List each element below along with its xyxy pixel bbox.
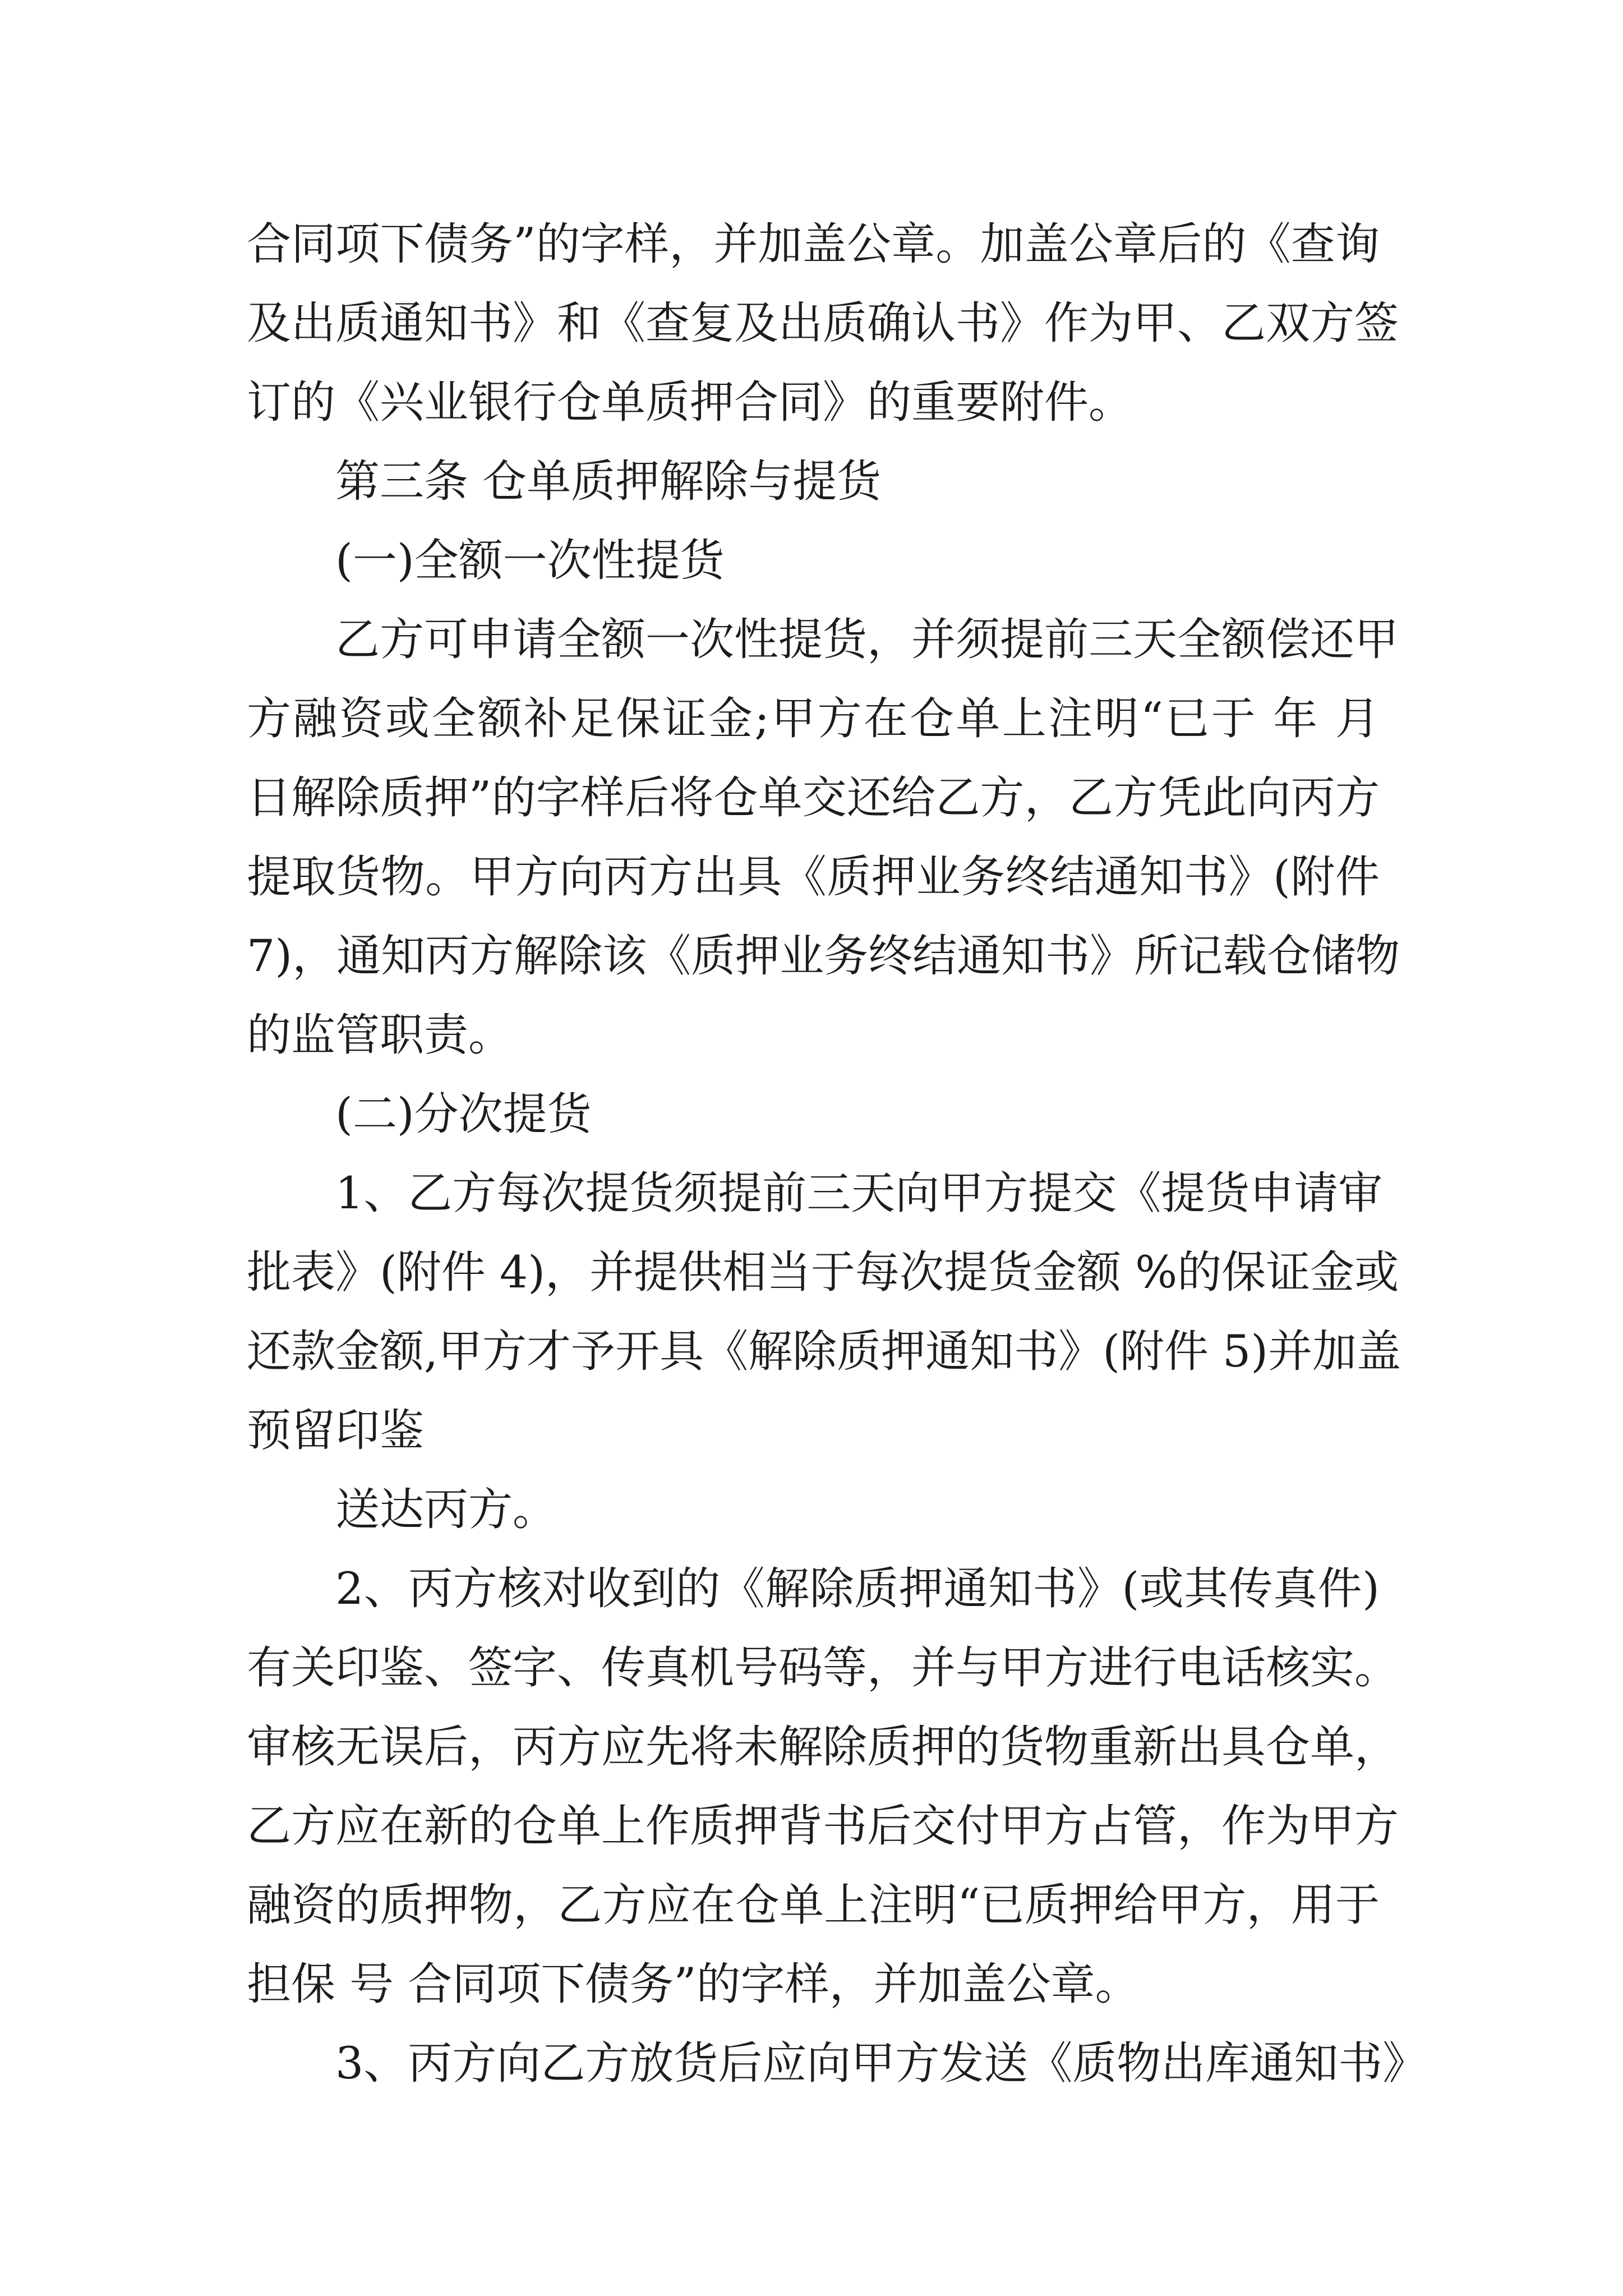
text-line: 日解除质押”的字样后将仓单交还给乙方，乙方凭此向丙方	[247, 772, 1380, 823]
text-line: 批表》(附件 4)，并提供相当于每次提货金额 %的保证金或	[247, 1246, 1399, 1298]
text-line: 1、乙方每次提货须提前三天向甲方提交《提货申请审	[335, 1167, 1383, 1219]
text-line: 乙方应在新的仓单上作质押背书后交付甲方占管，作为甲方	[247, 1800, 1399, 1852]
subsection-heading: (二)分次提货	[335, 1088, 592, 1140]
text-line: 及出质通知书》和《查复及出质确认书》作为甲、乙双方签	[247, 297, 1399, 349]
text-line: 订的《兴业银行仓单质押合同》的重要附件。	[247, 376, 1133, 428]
text-line: 还款金额,甲方才予开具《解除质押通知书》(附件 5)并加盖	[247, 1326, 1401, 1377]
text-line: 的监管职责。	[247, 1009, 513, 1061]
text-line: 3、丙方向乙方放货后应向甲方发送《质物出库通知书》	[335, 2037, 1427, 2089]
text-line: 提取货物。甲方向丙方出具《质押业务终结通知书》(附件	[247, 851, 1380, 903]
text-line: 合同项下债务”的字样，并加盖公章。加盖公章后的《查询	[247, 218, 1380, 270]
text-line: 送达丙方。	[335, 1484, 557, 1535]
document-body	[247, 205, 1427, 2103]
subsection-heading: (一)全额一次性提货	[335, 535, 725, 586]
text-line: 预留印鉴	[247, 1405, 424, 1456]
text-line: 乙方可申请全额一次性提货，并须提前三天全额偿还甲	[335, 614, 1399, 665]
section-heading: 第三条 仓单质押解除与提货	[335, 455, 882, 507]
text-line: 审核无误后，丙方应先将未解除质押的货物重新出具仓单，	[247, 1721, 1399, 1773]
text-line: 有关印鉴、签字、传真机号码等，并与甲方进行电话核实。	[247, 1642, 1399, 1694]
text-line: 2、丙方核对收到的《解除质押通知书》(或其传真件)	[335, 1563, 1380, 1614]
text-line: 担保 号 合同项下债务”的字样，并加盖公章。	[247, 1958, 1140, 2010]
text-line: 7)，通知丙方解除该《质押业务终结通知书》所记载仓储物	[247, 930, 1400, 982]
text-line: 融资的质押物，乙方应在仓单上注明“已质押给甲方，用于	[247, 1879, 1380, 1931]
text-line: 方融资或全额补足保证金;甲方在仓单上注明“已于 年 月	[247, 693, 1380, 744]
